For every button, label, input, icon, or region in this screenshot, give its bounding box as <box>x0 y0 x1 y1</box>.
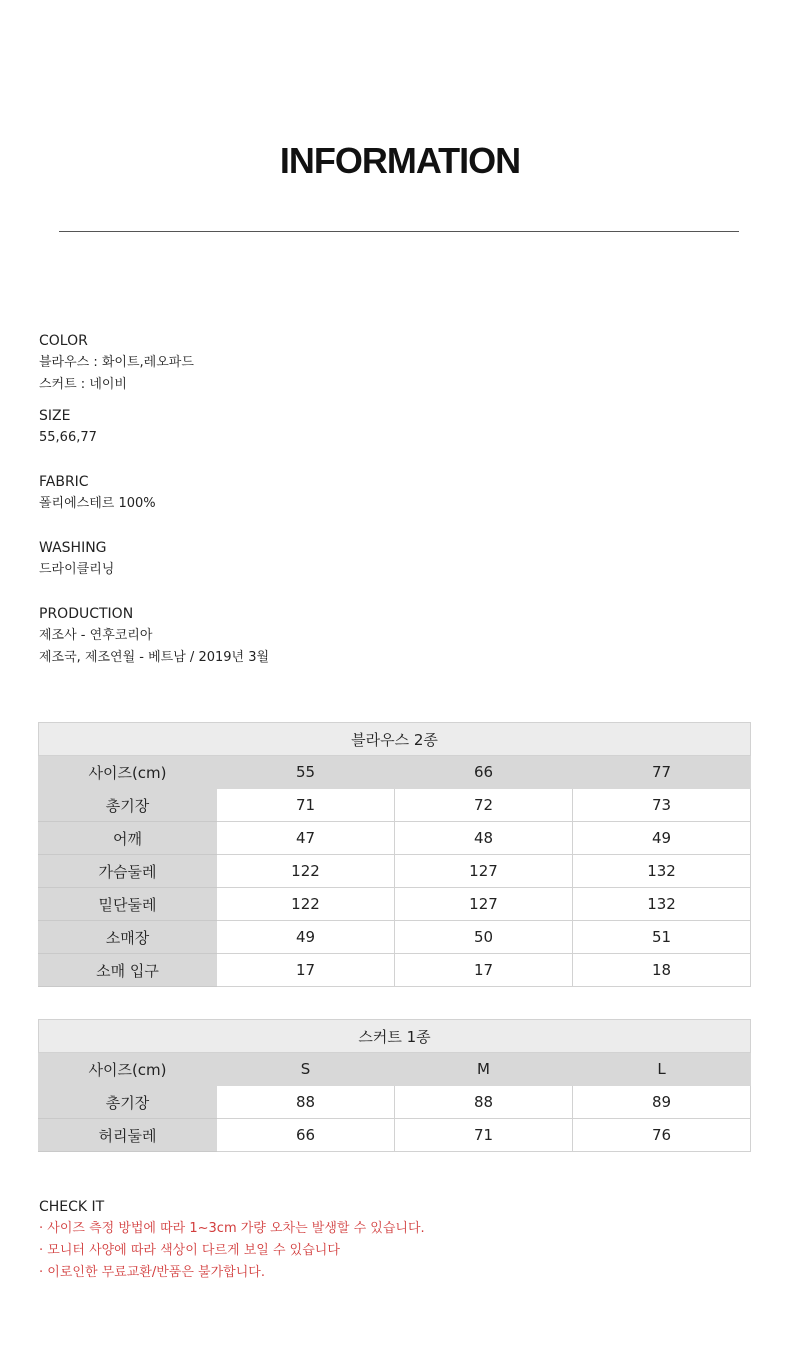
check-it-heading: CHECK IT <box>39 1199 105 1215</box>
skirt-header-cell: 사이즈(cm) <box>39 1053 217 1086</box>
washing-heading: WASHING <box>39 540 107 556</box>
title-divider <box>59 231 739 232</box>
table-cell: 50 <box>395 921 573 954</box>
table-cell: 122 <box>217 888 395 921</box>
production-section <box>39 603 269 669</box>
row-label: 밑단둘레 <box>39 888 217 921</box>
table-cell: 88 <box>217 1086 395 1119</box>
row-label: 총기장 <box>39 789 217 822</box>
skirt-size-table <box>38 1019 751 1152</box>
check-note: · 이로인한 무료교환/반품은 불가합니다. <box>39 1265 265 1280</box>
blouse-header-cell: 사이즈(cm) <box>39 756 217 789</box>
table-cell: 17 <box>217 954 395 987</box>
table-cell: 51 <box>573 921 751 954</box>
blouse-table-caption: 블라우스 2종 <box>39 723 751 756</box>
table-cell: 48 <box>395 822 573 855</box>
table-cell: 18 <box>573 954 751 987</box>
skirt-header-cell: L <box>573 1053 751 1086</box>
check-note: · 모니터 사양에 따라 색상이 다르게 보일 수 있습니다 <box>39 1243 340 1258</box>
table-row <box>39 1086 751 1119</box>
check-note: · 사이즈 측정 방법에 따라 1~3cm 가량 오차는 발생할 수 있습니다. <box>39 1221 425 1236</box>
table-cell: 88 <box>395 1086 573 1119</box>
check-it-section <box>39 1196 425 1284</box>
skirt-header-cell: S <box>217 1053 395 1086</box>
table-cell: 71 <box>395 1119 573 1152</box>
table-cell: 127 <box>395 888 573 921</box>
size-heading: SIZE <box>39 408 71 424</box>
blouse-header-cell: 66 <box>395 756 573 789</box>
blouse-header-cell: 77 <box>573 756 751 789</box>
blouse-size-table <box>38 722 751 987</box>
blouse-header-cell: 55 <box>217 756 395 789</box>
color-line-skirt: 스커트 : 네이비 <box>39 377 127 392</box>
row-label: 총기장 <box>39 1086 217 1119</box>
table-cell: 127 <box>395 855 573 888</box>
size-line: 55,66,77 <box>39 430 97 445</box>
table-cell: 132 <box>573 888 751 921</box>
table-cell: 66 <box>217 1119 395 1152</box>
row-label: 허리둘레 <box>39 1119 217 1152</box>
washing-line: 드라이클리닝 <box>39 562 115 577</box>
fabric-section <box>39 471 156 515</box>
table-row <box>39 789 751 822</box>
row-label: 소매 입구 <box>39 954 217 987</box>
table-row <box>39 888 751 921</box>
page-title: INFORMATION <box>279 140 521 181</box>
production-line-origin: 제조국, 제조연월 - 베트남 / 2019년 3월 <box>39 650 270 665</box>
production-heading: PRODUCTION <box>39 606 134 622</box>
table-cell: 122 <box>217 855 395 888</box>
row-label: 가슴둘레 <box>39 855 217 888</box>
table-row <box>39 822 751 855</box>
row-label: 어깨 <box>39 822 217 855</box>
table-row <box>39 921 751 954</box>
fabric-heading: FABRIC <box>39 474 89 490</box>
fabric-line: 폴리에스테르 100% <box>39 496 156 511</box>
skirt-header-cell: M <box>395 1053 573 1086</box>
color-section <box>39 330 194 396</box>
table-cell: 76 <box>573 1119 751 1152</box>
table-cell: 49 <box>217 921 395 954</box>
table-row <box>39 954 751 987</box>
skirt-table-caption: 스커트 1종 <box>39 1020 751 1053</box>
row-label: 소매장 <box>39 921 217 954</box>
table-cell: 47 <box>217 822 395 855</box>
size-section <box>39 405 97 449</box>
table-cell: 17 <box>395 954 573 987</box>
table-row <box>39 1119 751 1152</box>
production-line-maker: 제조사 - 연후코리아 <box>39 628 153 643</box>
table-cell: 132 <box>573 855 751 888</box>
table-cell: 73 <box>573 789 751 822</box>
table-cell: 49 <box>573 822 751 855</box>
color-heading: COLOR <box>39 333 88 349</box>
color-line-blouse: 블라우스 : 화이트,레오파드 <box>39 355 194 370</box>
washing-section <box>39 537 114 581</box>
table-cell: 71 <box>217 789 395 822</box>
table-row <box>39 855 751 888</box>
table-cell: 89 <box>573 1086 751 1119</box>
table-cell: 72 <box>395 789 573 822</box>
